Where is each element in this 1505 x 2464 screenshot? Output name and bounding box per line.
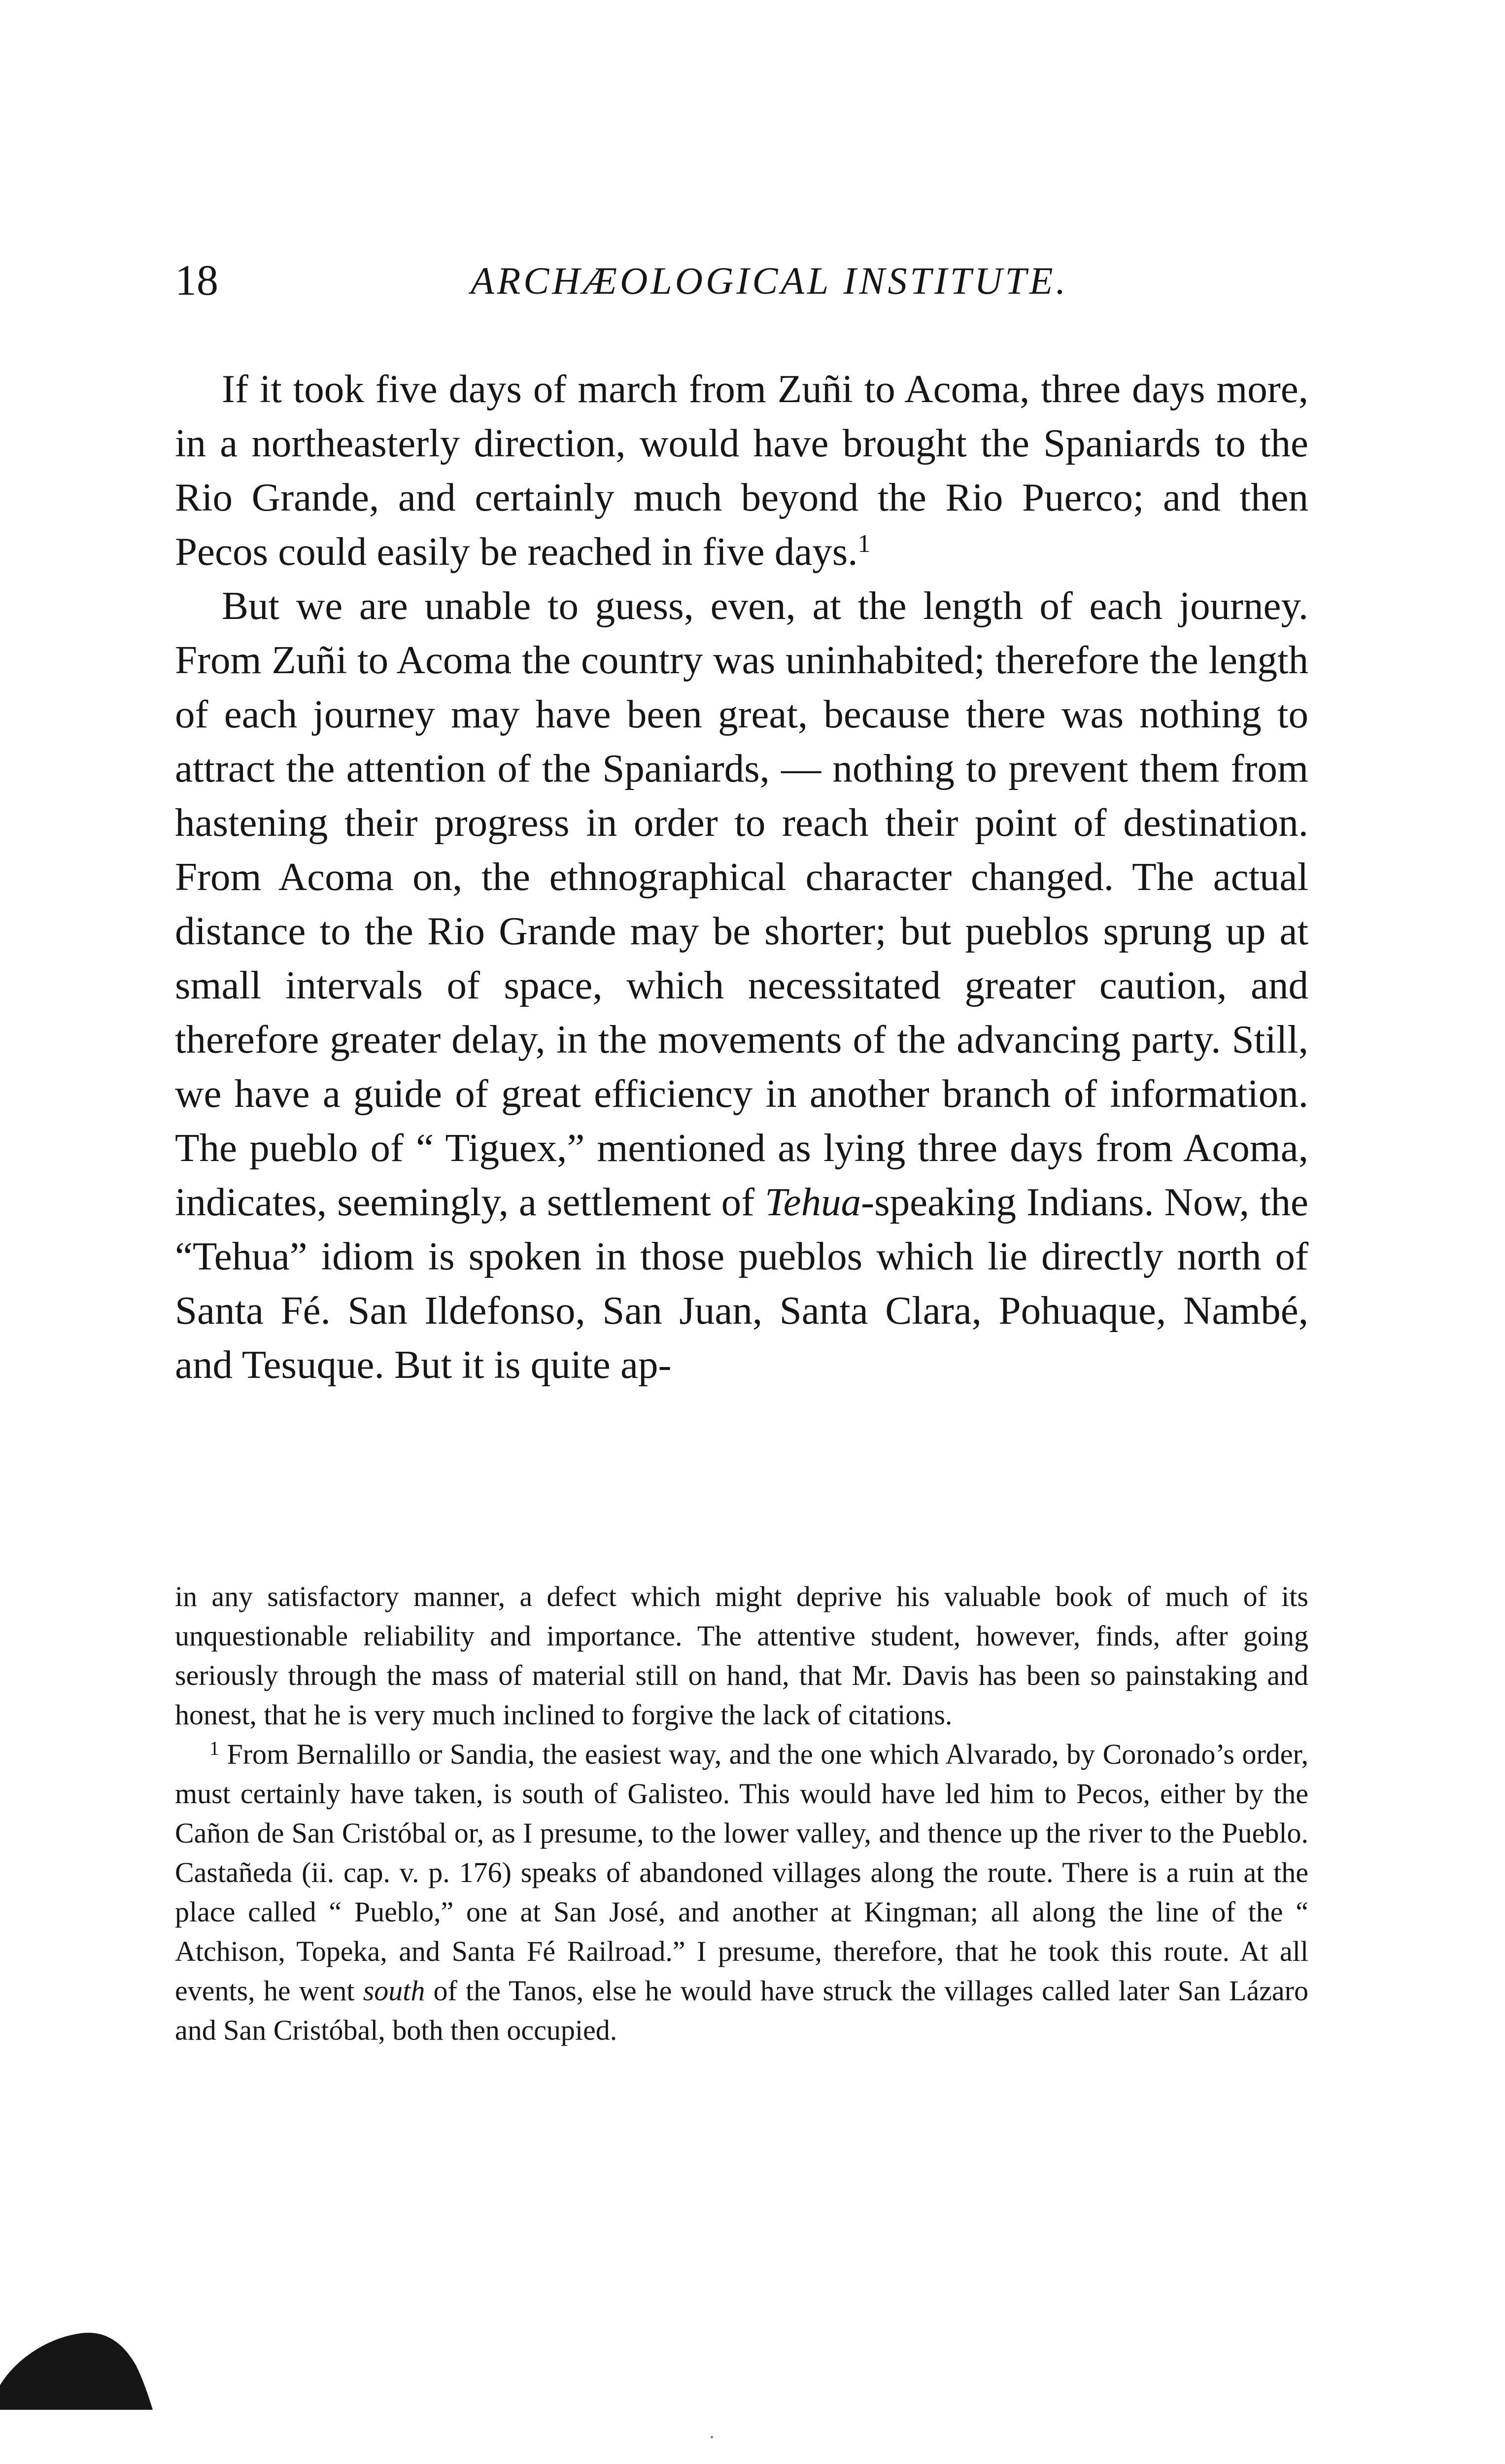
footnote-reference: 1 — [857, 530, 871, 558]
footnote-1 — [175, 1735, 1308, 2050]
ink-blot — [0, 2326, 153, 2410]
footnotes — [175, 1577, 1308, 2050]
dust-speck — [711, 2436, 713, 2438]
running-head: ARCHÆOLOGICAL INSTITUTE. — [471, 259, 1069, 302]
footnote-marker: 1 — [209, 1737, 219, 1759]
footnote-text: of the Tanos, else he would have struck the villages called later San Lázaro and San Cristóbal, both then occupied. — [175, 1975, 1308, 2046]
paragraph-text: -speaking Indians. Now, the “Tehua” idiom is spoken in those pueblos which lie directly north of Santa Fé. San Ildefonso, San Juan, Santa Clara, Pohuaque, Nambé, and Tesuque. But it is quite ap- — [175, 1180, 1308, 1387]
body-paragraph — [175, 579, 1308, 1392]
italic-term: south — [363, 1975, 425, 2007]
italic-term: Tehua — [765, 1180, 861, 1224]
body-paragraph — [175, 362, 1308, 579]
footnote-continuation: in any satisfactory manner, a defect which might deprive his valuable book of much of its unquestionable reliability and importance. The attentive student, however, finds, after going seriously through the mass of material still on hand, that Mr. Davis has been so painstaking and honest, that he is very much inclined to forgive the lack of citations. — [175, 1580, 1308, 1731]
page-number: 18 — [175, 257, 218, 305]
paragraph-text: But we are unable to guess, even, at the length of each journey. From Zuñi to Acoma the country was uninhabited; therefore the length of each journey may have been great, because there was nothing to attract the attention of the Spaniards, — nothing to prevent them from hastening their progress in order to reach their point of destination. From Acoma on, the ethnographical character changed. The actual distance to the Rio Grande may be shorter; but pueblos sprung up at small intervals of space, which necessitated greater caution, and therefore greater delay, in the movements of the advancing party. Still, we have a guide of great efficiency in another branch of information. The pueblo of “ Tiguex,” mentioned as lying three days from Acoma, indicates, seemingly, a settlement of — [175, 583, 1308, 1224]
body-text — [175, 362, 1308, 1392]
footnote-text: From Bernalillo or Sandia, the easiest way, and the one which Alvarado, by Coronado’s order, must certainly have taken, is south of Galisteo. This would have led him to Pecos, either by the Cañon de San Cristóbal or, as I presume, to the lower valley, and thence up the river to the Pueblo. Castañeda (ii. cap. v. p. 176) speaks of abandoned villages along the route. There is a ruin at the place called “ Pueblo,” one at San José, and another at Kingman; all along the line of the “ Atchison, Topeka, and Santa Fé Railroad.” I presume, therefore, that he took this route. At all events, he went — [175, 1738, 1308, 2007]
page-header — [175, 256, 1308, 310]
paragraph-text: If it took five days of march from Zuñi to Acoma, three days more, in a northeasterly direction, would have brought the Spaniards to the Rio Grande, and certainly much beyond the Rio Puerco; and then Pecos could easily be reached in five days. — [175, 367, 1308, 574]
